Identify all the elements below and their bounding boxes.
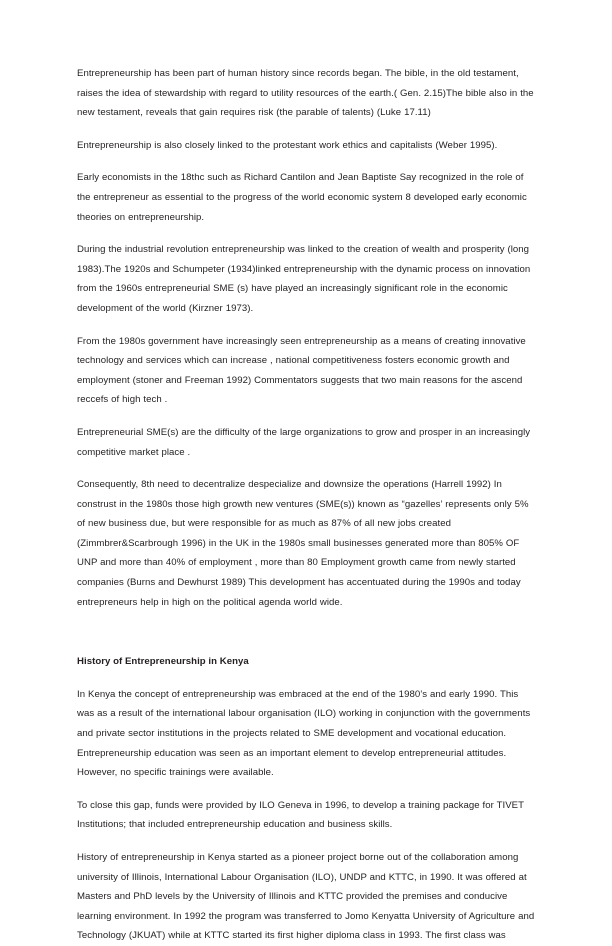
paragraph-2: Entrepreneurship is also closely linked to the protestant work ethics and capitalists (Weber 1995). — [77, 139, 498, 151]
paragraph-7: Consequently, 8th need to decentralize despecialize and downsize the operations (Harrell 1992) In construst in the 1980s those high growth new ventures (SME(s)) known as “gazelles’ represents only 5% of new business due, but were responsible for as much as 87% of all new jobs created (Zimmbrer&Scarbrough 1996) in the UK in the 1980s small businesses generated more than 805% OF UNP and more than 40% of employment , more than 80 Employment growth came from newly started companies (Burns and Dewhurst 1989) This development has accentuated during the 1990s and today entrepreneurs help in high on the political agenda world wide. — [77, 479, 529, 608]
paragraph-1: Entrepreneurship has been part of human history since records began. The bible, in the old testament, raises the idea of stewardship with regard to utility resources of the earth.( Gen. 2.15)The bible also in the new testament, reveals that gain requires risk (the parable of talents) (Luke 17.11) — [77, 68, 534, 119]
paragraph-6: Entrepreneurial SME(s) are the difficulty of the large organizations to grow and prosper in an increasingly competitive market place . — [77, 426, 531, 458]
paragraph-3: Early economists in the 18thc such as Richard Cantilon and Jean Baptiste Say recognized in the role of the entrepreneur as essential to the progress of the world economic system 8 developed early economic theories on entrepreneurship. — [77, 172, 527, 223]
paragraph-4: During the industrial revolution entrepreneurship was linked to the creation of wealth and prosperity (long 1983).The 1920s and Schumpeter (1934)linked entrepreneurship with the dynamic process on innovation from the 1960s entrepreneurial SME (s) have played an increasingly significant role in the economic development of the world (Kirzner 1973). — [77, 244, 531, 314]
section-paragraph-3: History of entrepreneurship in Kenya started as a pioneer project borne out of the collaboration among university of Illinois, International Labour Organisation (ILO), UNDP and KTTC, in 1990. It was offered at Masters and PhD levels by the University of Illinois and KTTC provided the premises and conducive learning environment. In 1992 the program was transferred to Jomo Kenyatta University of Agriculture and Technology (JKUAT) while at KTTC started its first higher diploma class in 1993. The first class was — [77, 852, 535, 942]
heading-spacer — [77, 625, 537, 652]
section-heading-history-of-entrepreneurship-in-kenya: History of Entrepreneurship in Kenya — [77, 656, 249, 668]
section-paragraph-2: To close this gap, funds were provided by ILO Geneva in 1996, to develop a training package for TIVET Institutions; that included entrepreneurship education and business skills. — [77, 799, 524, 831]
paragraph-5: From the 1980s government have increasingly seen entrepreneurship as a means of creating innovative technology and services which can increase , national competitiveness fosters economic growth and employment (stoner and Freeman 1992) Commentators suggests that two main reasons for the ascend reccefs of high tech . — [77, 335, 526, 406]
document-text-column — [77, 64, 537, 946]
section-paragraph-1: In Kenya the concept of entrepreneurship was embraced at the end of the 1980’s and early 1990. This was as a result of the international labour organisation (ILO) working in conjunction with the governments and private sector institutions in the projects related to SME development and vocational education. Entrepreneurship education was seen as an important element to develop entrepreneurial attitudes. However, no specific trainings were available. — [77, 688, 531, 779]
